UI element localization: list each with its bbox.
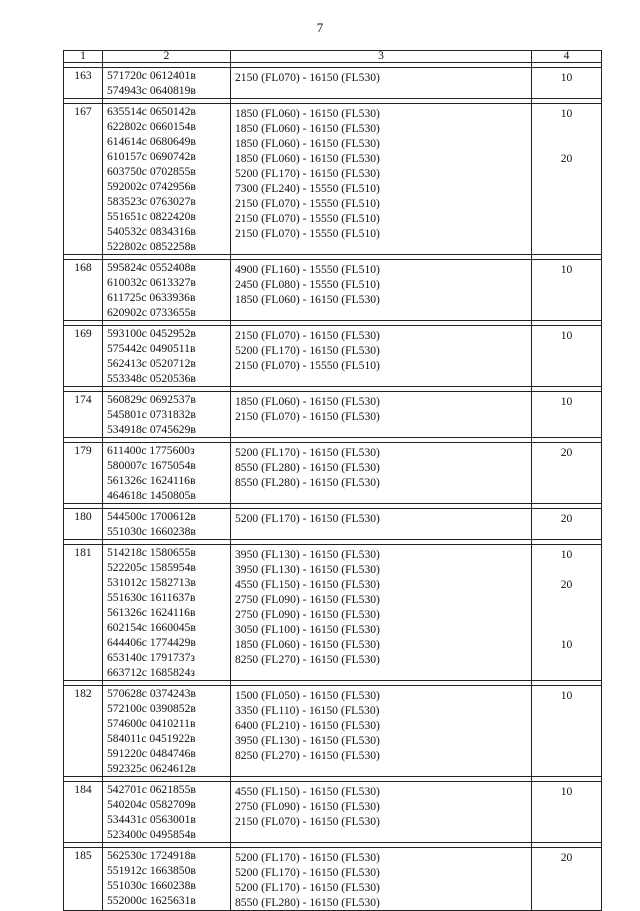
flight-level-range: 4550 (FL150) - 16150 (FL530) — [235, 785, 380, 798]
coordinate-pair: 611725с 0633936в — [107, 291, 196, 304]
coordinate-pair: 561326с 1624116в — [107, 606, 196, 619]
flight-level-range: 2150 (FL070) - 15550 (FL510) — [235, 227, 380, 240]
value-cell — [532, 392, 602, 438]
coordinate-pair: 575442с 0490511в — [107, 342, 196, 355]
flight-level-range: 2150 (FL070) - 16150 (FL530) — [235, 815, 380, 828]
flight-level-range: 1500 (FL050) - 16150 (FL530) — [235, 689, 380, 702]
flight-level-range: 2150 (FL070) - 16150 (FL530) — [235, 329, 380, 342]
route-table — [63, 50, 602, 911]
value: 20 — [560, 152, 573, 165]
route-number: 174 — [64, 392, 103, 438]
coordinate-pair: 551030с 1660238в — [107, 879, 196, 892]
flight-level-range: 8550 (FL280) - 16150 (FL530) — [235, 896, 380, 909]
route-number: 180 — [64, 509, 103, 540]
coordinate-pair: 603750с 0702855в — [107, 165, 196, 178]
flight-level-range: 8250 (FL270) - 16150 (FL530) — [235, 749, 380, 762]
flight-levels-cell — [231, 260, 532, 321]
flight-level-range: 2150 (FL070) - 15550 (FL510) — [235, 197, 380, 210]
column-header-2: 2 — [103, 51, 231, 63]
table-row — [64, 260, 602, 321]
coordinate-pair: 551630с 1611637в — [107, 591, 196, 604]
flight-level-range: 2750 (FL090) - 16150 (FL530) — [235, 800, 380, 813]
coordinate-pair: 584011с 0451922в — [107, 732, 196, 745]
flight-level-range: 3050 (FL100) - 16150 (FL530) — [235, 623, 380, 636]
value-cell — [532, 260, 602, 321]
flight-levels-cell — [231, 782, 532, 843]
coordinate-pair: 522205с 1585954в — [107, 561, 196, 574]
flight-level-range: 3950 (FL130) - 16150 (FL530) — [235, 548, 380, 561]
table-row — [64, 848, 602, 911]
value-cell — [532, 848, 602, 911]
coordinate-pair: 542701с 0621855в — [107, 783, 196, 796]
coordinate-pair: 614614с 0680649в — [107, 135, 196, 148]
flight-levels-cell — [231, 848, 532, 911]
route-number: 179 — [64, 443, 103, 504]
coordinates-cell — [103, 509, 231, 540]
flight-level-range: 4900 (FL160) - 15550 (FL510) — [235, 263, 380, 276]
coordinate-pair: 534431с 0563001в — [107, 813, 196, 826]
flight-level-range: 5200 (FL170) - 16150 (FL530) — [235, 512, 380, 525]
value: 10 — [560, 395, 573, 408]
flight-level-range: 5200 (FL170) - 16150 (FL530) — [235, 446, 380, 459]
coordinate-pair: 540204с 0582709в — [107, 798, 196, 811]
flight-level-range: 7300 (FL240) - 15550 (FL510) — [235, 182, 380, 195]
coordinate-pair: 610157с 0690742в — [107, 150, 196, 163]
route-number: 182 — [64, 686, 103, 777]
flight-level-range: 2750 (FL090) - 16150 (FL530) — [235, 608, 380, 621]
value — [532, 592, 601, 607]
value: 10 — [560, 71, 573, 84]
value: 20 — [560, 446, 573, 459]
value — [532, 121, 601, 136]
coordinate-pair: 622802с 0660154в — [107, 120, 196, 133]
coordinate-pair: 551030с 1660238в — [107, 525, 196, 538]
flight-level-range: 2750 (FL090) - 16150 (FL530) — [235, 593, 380, 606]
route-number: 184 — [64, 782, 103, 843]
page-number: 7 — [316, 20, 324, 35]
coordinate-pair: 592325с 0624612в — [107, 762, 196, 775]
flight-level-range: 4550 (FL150) - 16150 (FL530) — [235, 578, 380, 591]
flight-level-range: 8550 (FL280) - 16150 (FL530) — [235, 476, 380, 489]
route-number: 169 — [64, 326, 103, 387]
value-cell — [532, 443, 602, 504]
table-row — [64, 782, 602, 843]
coordinates-cell — [103, 443, 231, 504]
value-cell — [532, 782, 602, 843]
table-row — [64, 326, 602, 387]
coordinate-pair: 531012с 1582713в — [107, 576, 196, 589]
value: 10 — [560, 548, 573, 561]
table-row — [64, 545, 602, 681]
table-row — [64, 686, 602, 777]
flight-level-range: 1850 (FL060) - 16150 (FL530) — [235, 395, 380, 408]
coordinate-pair: 561326с 1624116в — [107, 474, 196, 487]
column-header-4: 4 — [532, 51, 602, 63]
value-cell — [532, 509, 602, 540]
flight-level-range: 5200 (FL170) - 16150 (FL530) — [235, 881, 380, 894]
value-cell — [532, 68, 602, 99]
flight-level-range: 3950 (FL130) - 16150 (FL530) — [235, 734, 380, 747]
coordinate-pair: 562530с 1724918в — [107, 849, 196, 862]
flight-levels-cell — [231, 509, 532, 540]
value: 20 — [560, 512, 573, 525]
flight-level-range: 3950 (FL130) - 16150 (FL530) — [235, 563, 380, 576]
coordinates-cell — [103, 782, 231, 843]
coordinate-pair: 551651с 0822420в — [107, 210, 196, 223]
value: 10 — [560, 638, 573, 651]
coordinate-pair: 522802с 0852258в — [107, 240, 196, 253]
flight-level-range: 8550 (FL280) - 16150 (FL530) — [235, 461, 380, 474]
flight-level-range: 5200 (FL170) - 16150 (FL530) — [235, 851, 380, 864]
coordinate-pair: 540532с 0834316в — [107, 225, 196, 238]
flight-levels-cell — [231, 443, 532, 504]
coordinate-pair: 593100с 0452952в — [107, 327, 196, 340]
coordinates-cell — [103, 545, 231, 681]
coordinate-pair: 610032с 0613327в — [107, 276, 196, 289]
coordinates-cell — [103, 68, 231, 99]
coordinate-pair: 553348с 0520536в — [107, 372, 196, 385]
flight-levels-cell — [231, 686, 532, 777]
coordinate-pair: 580007с 1675054в — [107, 459, 196, 472]
coordinates-cell — [103, 260, 231, 321]
table-row — [64, 509, 602, 540]
coordinate-pair: 545801с 0731832в — [107, 408, 196, 421]
flight-levels-cell — [231, 392, 532, 438]
flight-level-range: 5200 (FL170) - 16150 (FL530) — [235, 866, 380, 879]
flight-levels-cell — [231, 326, 532, 387]
value: 10 — [560, 785, 573, 798]
coordinate-pair: 611400с 1775600з — [107, 444, 195, 457]
coordinate-pair: 644406с 1774429в — [107, 636, 196, 649]
table-row — [64, 68, 602, 99]
value — [532, 136, 601, 151]
coordinate-pair: 653140с 1791737з — [107, 651, 195, 664]
coordinate-pair: 544500с 1700612в — [107, 510, 196, 523]
table-row — [64, 104, 602, 255]
coordinate-pair: 570628с 0374243в — [107, 687, 196, 700]
coordinate-pair: 663712с 1685824з — [107, 666, 195, 679]
coordinates-cell — [103, 392, 231, 438]
route-number: 163 — [64, 68, 103, 99]
column-header-3: 3 — [231, 51, 532, 63]
table-header-row — [64, 51, 602, 63]
flight-level-range: 2150 (FL070) - 16150 (FL530) — [235, 71, 380, 84]
coordinates-cell — [103, 848, 231, 911]
coordinates-cell — [103, 686, 231, 777]
coordinate-pair: 534918с 0745629в — [107, 423, 196, 436]
value: 10 — [560, 263, 573, 276]
column-header-1: 1 — [64, 51, 103, 63]
value — [532, 562, 601, 577]
flight-level-range: 1850 (FL060) - 16150 (FL530) — [235, 107, 380, 120]
value: 20 — [560, 851, 573, 864]
coordinate-pair: 551912с 1663850в — [107, 864, 196, 877]
flight-levels-cell — [231, 104, 532, 255]
flight-level-range: 1850 (FL060) - 16150 (FL530) — [235, 152, 380, 165]
coordinate-pair: 571720с 0612401в — [107, 69, 196, 82]
coordinate-pair: 552000с 1625631в — [107, 894, 196, 907]
flight-level-range: 5200 (FL170) - 16150 (FL530) — [235, 344, 380, 357]
coordinates-cell — [103, 104, 231, 255]
coordinate-pair: 572100с 0390852в — [107, 702, 196, 715]
flight-level-range: 1850 (FL060) - 16150 (FL530) — [235, 137, 380, 150]
value: 20 — [560, 578, 573, 591]
coordinate-pair: 591220с 0484746в — [107, 747, 196, 760]
value-cell — [532, 104, 602, 255]
value — [532, 607, 601, 622]
coordinates-cell — [103, 326, 231, 387]
flight-level-range: 8250 (FL270) - 16150 (FL530) — [235, 653, 380, 666]
flight-level-range: 1850 (FL060) - 16150 (FL530) — [235, 638, 380, 651]
flight-levels-cell — [231, 68, 532, 99]
flight-level-range: 2150 (FL070) - 15550 (FL510) — [235, 212, 380, 225]
value: 10 — [560, 689, 573, 702]
coordinate-pair: 523400с 0495854в — [107, 828, 196, 841]
value: 10 — [560, 107, 573, 120]
coordinate-pair: 574600с 0410211в — [107, 717, 196, 730]
coordinate-pair: 592002с 0742956в — [107, 180, 196, 193]
value-cell — [532, 545, 602, 681]
route-number: 168 — [64, 260, 103, 321]
route-number: 167 — [64, 104, 103, 255]
coordinate-pair: 595824с 0552408в — [107, 261, 196, 274]
table-body — [64, 63, 602, 911]
coordinate-pair: 583523с 0763027в — [107, 195, 196, 208]
flight-level-range: 3350 (FL110) - 16150 (FL530) — [235, 704, 380, 717]
flight-level-range: 2150 (FL070) - 15550 (FL510) — [235, 359, 380, 372]
coordinate-pair: 620902с 0733655в — [107, 306, 196, 319]
coordinate-pair: 574943с 0640819в — [107, 84, 196, 97]
flight-level-range: 1850 (FL060) - 16150 (FL530) — [235, 122, 380, 135]
flight-level-range: 5200 (FL170) - 16150 (FL530) — [235, 167, 380, 180]
value-cell — [532, 326, 602, 387]
value — [532, 622, 601, 637]
flight-level-range: 2450 (FL080) - 15550 (FL510) — [235, 278, 380, 291]
value-cell — [532, 686, 602, 777]
route-number: 181 — [64, 545, 103, 681]
value: 10 — [560, 329, 573, 342]
flight-level-range: 6400 (FL210) - 16150 (FL530) — [235, 719, 380, 732]
coordinate-pair: 560829с 0692537в — [107, 393, 196, 406]
flight-level-range: 1850 (FL060) - 16150 (FL530) — [235, 293, 380, 306]
coordinate-pair: 464618с 1450805в — [107, 489, 196, 502]
table-row — [64, 443, 602, 504]
flight-level-range: 2150 (FL070) - 16150 (FL530) — [235, 410, 380, 423]
flight-levels-cell — [231, 545, 532, 681]
coordinate-pair: 602154с 1660045в — [107, 621, 196, 634]
table-row — [64, 392, 602, 438]
route-number: 185 — [64, 848, 103, 911]
coordinate-pair: 562413с 0520712в — [107, 357, 196, 370]
coordinate-pair: 635514с 0650142в — [107, 105, 196, 118]
coordinate-pair: 514218с 1580655в — [107, 546, 196, 559]
